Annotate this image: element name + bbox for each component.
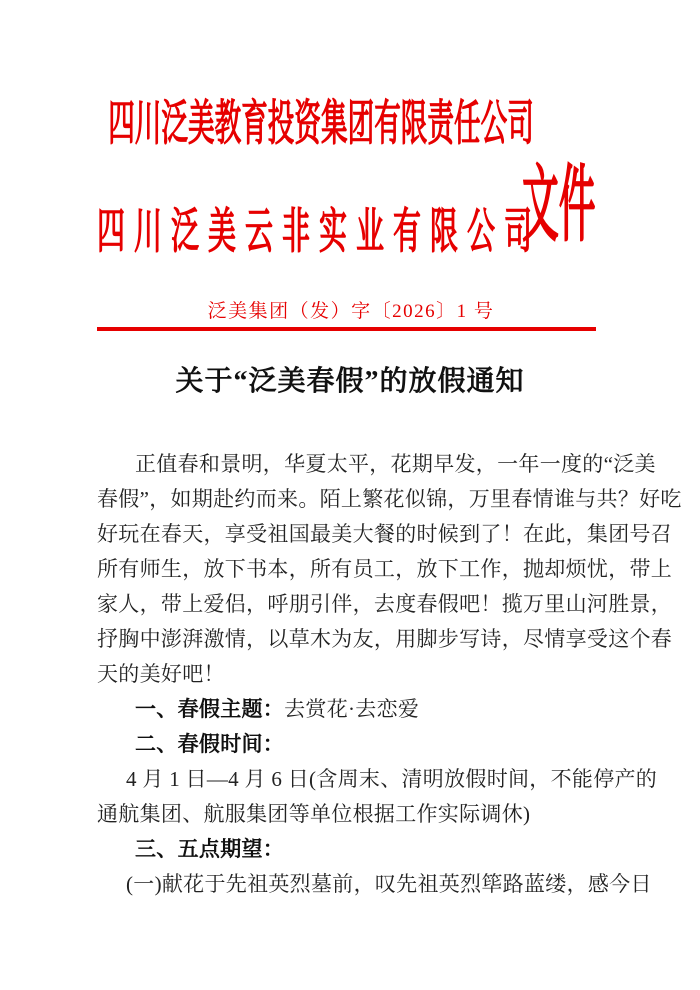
- section2-line-2: 通航集团、航服集团等单位根据工作实际调休): [97, 802, 531, 826]
- para1-line-3: 好玩在春天，享受祖国最美大餐的时候到了！在此，集团号召: [97, 522, 673, 546]
- para1-line-5: 家人，带上爱侣，呼朋引伴，去度春假吧！揽万里山河胜景，: [97, 592, 673, 616]
- para1-line-4: 所有师生，放下书本，所有员工，放下工作，抛却烦忧，带上: [97, 557, 673, 581]
- section2-heading: [97, 727, 609, 762]
- org-name-line-2-text: 四 川 泛 美 云 非 实 业 有 限 公 司: [97, 206, 534, 260]
- org-name-line-2: [97, 206, 534, 260]
- doc-type-stamp: [522, 157, 602, 253]
- para1-line-1: 正值春和景明，华夏太平，花期早发，一年一度的“泛美: [135, 452, 656, 476]
- doc-type-stamp-text: 文件: [522, 157, 596, 253]
- org-name-line-1-text: 四川泛美教育投资集团有限责任公司: [108, 98, 534, 152]
- para1-line-2: 春假”，如期赴约而来。陌上繁花似锦，万里春情谁与共？好吃: [97, 487, 682, 511]
- para1-line-7: 天的美好吧！: [97, 662, 225, 686]
- document-title: 关于“泛美春假”的放假通知: [175, 366, 525, 397]
- section1-label: 一、春假主题：: [135, 698, 285, 721]
- org-name-line-1: [97, 98, 534, 152]
- doc-number: 泛美集团（发）字〔2026〕1 号: [207, 301, 495, 322]
- section3-line-1: (一)献花于先祖英烈墓前，叹先祖英烈筚路蓝缕，感今日: [126, 872, 652, 896]
- section2-line-1: 4 月 1 日—4 月 6 日(含周末、清明放假时间，不能停产的: [126, 767, 658, 791]
- section1-value: 去赏花·去恋爱: [284, 697, 420, 721]
- document-body: [97, 447, 682, 902]
- section3-heading: [97, 832, 609, 867]
- section1-heading: [97, 692, 609, 727]
- red-separator-line: [97, 327, 596, 331]
- section2-label: 二、春假时间：: [135, 733, 285, 756]
- section3-label: 三、五点期望：: [135, 838, 285, 861]
- para1-line-6: 抒胸中澎湃激情，以草木为友，用脚步写诗，尽情享受这个春: [97, 627, 673, 651]
